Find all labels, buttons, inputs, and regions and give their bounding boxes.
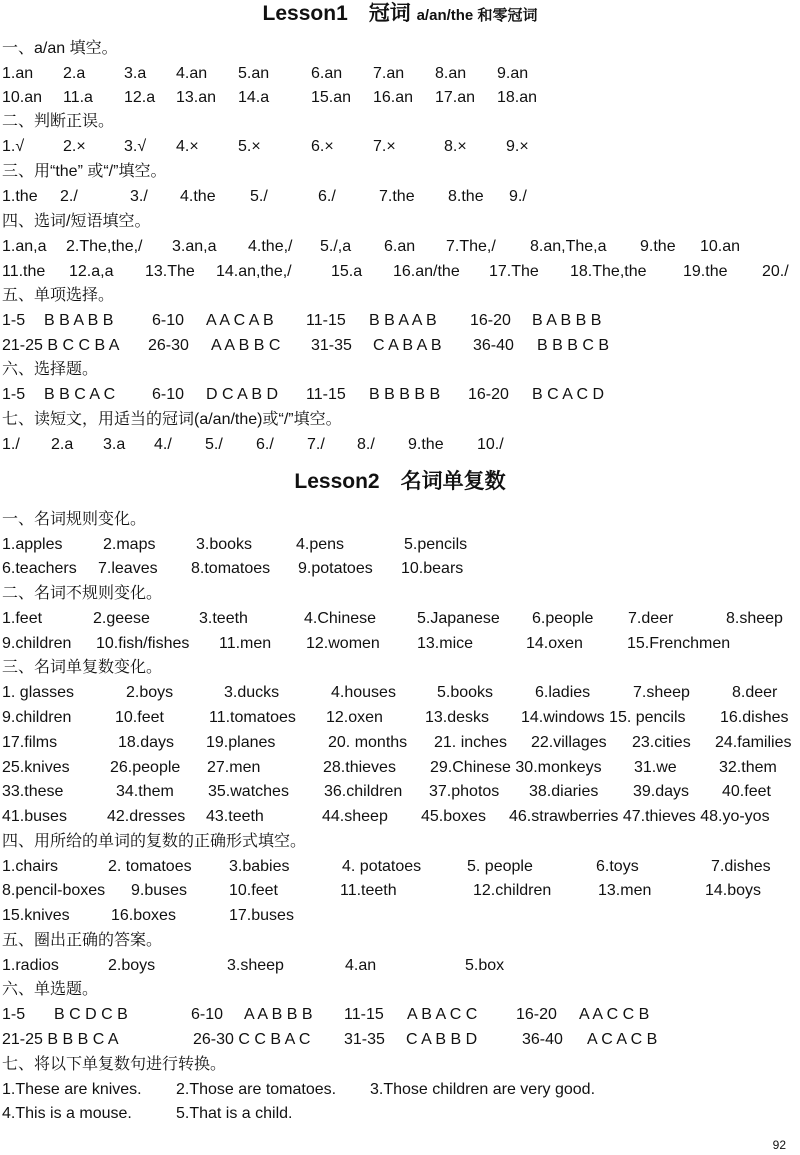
answer: 4./ bbox=[154, 436, 172, 453]
answer: 6-10 bbox=[152, 386, 185, 403]
answer: B B C A C bbox=[44, 386, 116, 403]
answer-row bbox=[0, 954, 800, 978]
answer-row bbox=[0, 135, 800, 159]
answer: 40.feet bbox=[722, 783, 771, 800]
answer-row bbox=[0, 62, 800, 86]
answer: 7./ bbox=[307, 436, 325, 453]
answer: 1.chairs bbox=[2, 858, 59, 875]
answer: 10.bears bbox=[401, 560, 464, 577]
answer: 13.mice bbox=[417, 635, 474, 652]
answer: 9.potatoes bbox=[298, 560, 373, 577]
answer: 6.teachers bbox=[2, 560, 77, 577]
answer: 16-20 bbox=[468, 386, 509, 403]
answer: 5. people bbox=[467, 858, 533, 875]
answer: B B A B B bbox=[44, 312, 114, 329]
answer-row bbox=[0, 904, 800, 928]
answer: 31-35 bbox=[344, 1031, 385, 1048]
answer: 2.maps bbox=[103, 536, 156, 553]
answer: A A C C B bbox=[579, 1006, 650, 1023]
answer: 5.box bbox=[465, 957, 505, 974]
answer: 5.pencils bbox=[404, 536, 468, 553]
answer: 7.deer bbox=[628, 610, 674, 627]
answer: 24.families bbox=[715, 734, 792, 751]
answer: C A B A B bbox=[373, 337, 442, 354]
answer: 3./ bbox=[130, 188, 148, 205]
answer: 16-20 bbox=[516, 1006, 557, 1023]
answer: 13.men bbox=[598, 882, 652, 899]
answer: 14.oxen bbox=[526, 635, 583, 652]
answer: 4.Chinese bbox=[304, 610, 377, 627]
answer-row bbox=[0, 879, 800, 903]
answer: 5./ bbox=[205, 436, 223, 453]
answer: A B A C C bbox=[407, 1006, 478, 1023]
answer: 9.buses bbox=[131, 882, 188, 899]
answer-row bbox=[0, 1078, 800, 1102]
answer: 7.sheep bbox=[633, 684, 690, 701]
answer: A C A C B bbox=[587, 1031, 658, 1048]
answer: 31.we bbox=[634, 759, 677, 776]
answer-row bbox=[0, 334, 800, 358]
answer: 17.buses bbox=[229, 907, 294, 924]
answer: 18.days bbox=[118, 734, 175, 751]
answer: 10.feet bbox=[229, 882, 278, 899]
answer: 44.sheep bbox=[322, 808, 388, 825]
answer: A A B B C bbox=[211, 337, 281, 354]
answer: 5.an bbox=[238, 65, 270, 82]
answer: 3.Those children are very good. bbox=[370, 1081, 596, 1098]
answer: 1-5 bbox=[2, 386, 26, 403]
answer: 6-10 bbox=[191, 1006, 224, 1023]
lesson2-title-text: Lesson2 名词单复数 bbox=[294, 470, 506, 493]
answer: 13.an bbox=[176, 89, 217, 106]
answer: 21-25 B B B C A bbox=[2, 1031, 119, 1048]
answer: 13.The bbox=[145, 263, 195, 280]
answer: 17.The bbox=[489, 263, 539, 280]
answer: 7.dishes bbox=[711, 858, 771, 875]
answer: 9.children bbox=[2, 635, 72, 652]
answer: 11-15 bbox=[306, 312, 346, 329]
answer: 17.an bbox=[435, 89, 476, 106]
answer: 8.an bbox=[435, 65, 467, 82]
l2-s4-heading: 四、用所给的单词的复数的正确形式填空。 bbox=[2, 833, 307, 850]
answer: 8.the bbox=[448, 188, 484, 205]
answer-row bbox=[0, 706, 800, 730]
answer: 31-35 bbox=[311, 337, 352, 354]
answer: 29.Chinese 30.monkeys bbox=[430, 759, 602, 776]
answer: 36.children bbox=[324, 783, 403, 800]
answer: 4.an bbox=[176, 65, 208, 82]
answer: 6.an bbox=[311, 65, 343, 82]
answer: 11.the bbox=[2, 263, 46, 280]
answer: 5./,a bbox=[320, 238, 352, 255]
answer: 16.an bbox=[373, 89, 414, 106]
answer: 3.a bbox=[124, 65, 147, 82]
answer: 14.an,the,/ bbox=[216, 263, 292, 280]
answer: 2.× bbox=[63, 138, 86, 155]
answer: 26-30 bbox=[148, 337, 189, 354]
answer-row bbox=[0, 1003, 800, 1027]
answer: 1-5 bbox=[2, 1006, 26, 1023]
answer: 8./ bbox=[357, 436, 375, 453]
answer: 8.pencil-boxes bbox=[2, 882, 106, 899]
answer: 22.villages bbox=[531, 734, 607, 751]
answer: 2.a bbox=[63, 65, 86, 82]
answer: 1-5 bbox=[2, 312, 26, 329]
answer: 25.knives bbox=[2, 759, 70, 776]
answer: 8.deer bbox=[732, 684, 778, 701]
answer: 3.sheep bbox=[227, 957, 284, 974]
answer: 21-25 B C C B A bbox=[2, 337, 120, 354]
answer: 15.a bbox=[331, 263, 363, 280]
answer: 1.an bbox=[2, 65, 34, 82]
l2-s1-heading: 一、名词规则变化。 bbox=[2, 511, 147, 528]
answer: D C A B D bbox=[206, 386, 279, 403]
answer: 17.films bbox=[2, 734, 58, 751]
l1-s1-heading: 一、a/an 填空。 bbox=[2, 40, 118, 57]
answer: 2.geese bbox=[93, 610, 150, 627]
answer: 10.feet bbox=[115, 709, 164, 726]
l1-s3-heading: 三、用“the” 或“/”填空。 bbox=[2, 163, 167, 180]
answer: B B A A B bbox=[369, 312, 437, 329]
answer: 12.children bbox=[473, 882, 552, 899]
answer: 20./ bbox=[762, 263, 789, 280]
answer: 2.boys bbox=[108, 957, 156, 974]
answer: 4.This is a mouse. bbox=[2, 1105, 132, 1122]
answer: 6.an bbox=[384, 238, 416, 255]
answer: 3.an,a bbox=[172, 238, 217, 255]
answer-row bbox=[0, 855, 800, 879]
answer-row bbox=[0, 557, 800, 581]
l2-s5-heading: 五、圈出正确的答案。 bbox=[2, 932, 163, 949]
answer: 8.× bbox=[444, 138, 467, 155]
answer: B C D C B bbox=[54, 1006, 128, 1023]
answer-row bbox=[0, 780, 800, 804]
answer: 10.an bbox=[700, 238, 741, 255]
answer: 34.them bbox=[116, 783, 174, 800]
answer: 11-15 bbox=[344, 1006, 384, 1023]
answer-row bbox=[0, 1102, 800, 1126]
answer: 35.watches bbox=[208, 783, 289, 800]
lesson1-subtitle: a/an/the 和零冠词 bbox=[416, 7, 538, 24]
answer: 2.a bbox=[51, 436, 74, 453]
answer: 12.a bbox=[124, 89, 156, 106]
answer: 8.sheep bbox=[726, 610, 783, 627]
answer-row bbox=[0, 383, 800, 407]
answer: 7.an bbox=[373, 65, 405, 82]
answer: 7.leaves bbox=[98, 560, 158, 577]
l2-s7-heading: 七、将以下单复数句进行转换。 bbox=[2, 1056, 227, 1073]
answer: 11.men bbox=[219, 635, 272, 652]
answer: 10./ bbox=[477, 436, 504, 453]
answer: 19.the bbox=[683, 263, 728, 280]
answer: 18.an bbox=[497, 89, 538, 106]
answer: 15.knives bbox=[2, 907, 70, 924]
answer: 14.boys bbox=[705, 882, 762, 899]
answer: 9./ bbox=[509, 188, 527, 205]
answer: 27.men bbox=[207, 759, 261, 776]
answer-row bbox=[0, 805, 800, 829]
answer-row bbox=[0, 185, 800, 209]
answer: 4.pens bbox=[296, 536, 345, 553]
answer: 12.women bbox=[306, 635, 380, 652]
answer: 9.the bbox=[408, 436, 444, 453]
l2-s3-heading: 三、名词单复数变化。 bbox=[2, 659, 163, 676]
answer: 1.feet bbox=[2, 610, 43, 627]
answer-row bbox=[0, 731, 800, 755]
answer: 16.dishes bbox=[720, 709, 789, 726]
answer: 1./ bbox=[2, 436, 20, 453]
answer: 15.Frenchmen bbox=[627, 635, 731, 652]
answer: 11.teeth bbox=[340, 882, 397, 899]
answer: B A B B B bbox=[532, 312, 602, 329]
answer: 10.fish/fishes bbox=[96, 635, 190, 652]
answer: 2. tomatoes bbox=[108, 858, 192, 875]
answer: 26-30 C C B A C bbox=[193, 1031, 311, 1048]
answer: B C A C D bbox=[532, 386, 605, 403]
answer: 19.planes bbox=[206, 734, 276, 751]
answer: 1.These are knives. bbox=[2, 1081, 142, 1098]
answer: 39.days bbox=[633, 783, 690, 800]
answer: B B B C B bbox=[537, 337, 610, 354]
answer: 26.people bbox=[110, 759, 181, 776]
answer: 2.The,the,/ bbox=[66, 238, 143, 255]
answer: 33.these bbox=[2, 783, 64, 800]
answer: 11.tomatoes bbox=[209, 709, 296, 726]
answer: 14.windows 15. pencils bbox=[521, 709, 686, 726]
answer: 6.ladies bbox=[535, 684, 591, 701]
answer: 5.Japanese bbox=[417, 610, 500, 627]
answer: 12.a,a bbox=[69, 263, 114, 280]
answer: 3.babies bbox=[229, 858, 290, 875]
answer: 10.an bbox=[2, 89, 43, 106]
answer-row bbox=[0, 681, 800, 705]
l2-s6-heading: 六、单选题。 bbox=[2, 981, 99, 998]
answer: 28.thieves bbox=[323, 759, 396, 776]
answer: 18.The,the bbox=[570, 263, 647, 280]
answer: 3.a bbox=[103, 436, 126, 453]
answer: 43.teeth bbox=[206, 808, 264, 825]
answer: 21. inches bbox=[434, 734, 507, 751]
answer: 3.ducks bbox=[224, 684, 280, 701]
answer-row bbox=[0, 433, 800, 457]
answer: 6./ bbox=[256, 436, 274, 453]
answer: 6.toys bbox=[596, 858, 639, 875]
l2-s2-heading: 二、名词不规则变化。 bbox=[2, 585, 163, 602]
answer: A A C A B bbox=[206, 312, 274, 329]
answer: 13.desks bbox=[425, 709, 490, 726]
answer: 11-15 bbox=[306, 386, 346, 403]
page-number: 92 bbox=[772, 1138, 786, 1152]
answer: 7.× bbox=[373, 138, 396, 155]
answer: 3.books bbox=[196, 536, 253, 553]
answer: 16-20 bbox=[470, 312, 511, 329]
lesson1-title bbox=[0, 2, 800, 28]
answer: 2.Those are tomatoes. bbox=[176, 1081, 337, 1098]
answer: 7.the bbox=[379, 188, 415, 205]
answer: 36-40 bbox=[473, 337, 514, 354]
answer: 23.cities bbox=[632, 734, 691, 751]
answer: 32.them bbox=[719, 759, 777, 776]
answer: 38.diaries bbox=[529, 783, 599, 800]
answer: 6-10 bbox=[152, 312, 185, 329]
answer-row bbox=[0, 1028, 800, 1052]
answer: 5.books bbox=[437, 684, 494, 701]
answer: 8.an,The,a bbox=[530, 238, 607, 255]
answer: A A B B B bbox=[244, 1006, 313, 1023]
l1-s6-heading: 六、选择题。 bbox=[2, 361, 99, 378]
answer-row bbox=[0, 632, 800, 656]
answer: 4.the bbox=[180, 188, 216, 205]
answer: 4. potatoes bbox=[342, 858, 422, 875]
answer: 6.× bbox=[311, 138, 334, 155]
l1-s4-heading: 四、选词/短语填空。 bbox=[2, 213, 151, 230]
lesson2-title bbox=[0, 470, 800, 494]
answer: 36-40 bbox=[522, 1031, 563, 1048]
answer: 1. glasses bbox=[2, 684, 75, 701]
answer: 3.teeth bbox=[199, 610, 248, 627]
answer: C A B B D bbox=[406, 1031, 478, 1048]
answer: B B B B B bbox=[369, 386, 441, 403]
answer: 9.children bbox=[2, 709, 72, 726]
answer: 20. months bbox=[328, 734, 408, 751]
answer-row bbox=[0, 260, 800, 284]
l1-s5-heading: 五、单项选择。 bbox=[2, 287, 115, 304]
lesson1-title-text: Lesson1 冠词 bbox=[262, 2, 411, 25]
answer-row bbox=[0, 86, 800, 110]
answer: 1.the bbox=[2, 188, 38, 205]
answer: 6.people bbox=[532, 610, 594, 627]
answer: 5./ bbox=[250, 188, 268, 205]
answer-row bbox=[0, 533, 800, 557]
answer: 41.buses bbox=[2, 808, 67, 825]
answer: 5.× bbox=[238, 138, 261, 155]
answer: 6./ bbox=[318, 188, 336, 205]
answer: 11.a bbox=[63, 89, 93, 106]
l1-s7-heading: 七、读短文，用适当的冠词(a/an/the)或“/”填空。 bbox=[2, 411, 342, 428]
answer: 5.That is a child. bbox=[176, 1105, 293, 1122]
answer: 8.tomatoes bbox=[191, 560, 271, 577]
answer: 1.apples bbox=[2, 536, 63, 553]
answer: 9.× bbox=[506, 138, 529, 155]
answer: 1.an,a bbox=[2, 238, 47, 255]
answer: 2./ bbox=[60, 188, 78, 205]
answer: 4.houses bbox=[331, 684, 396, 701]
answer: 4.the,/ bbox=[248, 238, 293, 255]
l1-s2-heading: 二、判断正误。 bbox=[2, 113, 115, 130]
answer-row bbox=[0, 756, 800, 780]
answer: 42.dresses bbox=[107, 808, 186, 825]
answer: 3.√ bbox=[124, 138, 147, 155]
answer-row bbox=[0, 607, 800, 631]
answer: 16.an/the bbox=[393, 263, 460, 280]
answer-row bbox=[0, 235, 800, 259]
answer: 37.photos bbox=[429, 783, 500, 800]
answer: 12.oxen bbox=[326, 709, 383, 726]
answer: 7.The,/ bbox=[446, 238, 496, 255]
answer: 1.√ bbox=[2, 138, 25, 155]
answer: 9.the bbox=[640, 238, 676, 255]
answer: 46.strawberries 47.thieves 48.yo-yos bbox=[509, 808, 770, 825]
answer: 14.a bbox=[238, 89, 270, 106]
answer: 16.boxes bbox=[111, 907, 176, 924]
answer-row bbox=[0, 309, 800, 333]
answer: 9.an bbox=[497, 65, 529, 82]
answer: 1.radios bbox=[2, 957, 59, 974]
answer: 45.boxes bbox=[421, 808, 486, 825]
answer: 4.an bbox=[345, 957, 377, 974]
answer: 4.× bbox=[176, 138, 199, 155]
answer: 15.an bbox=[311, 89, 352, 106]
answer: 2.boys bbox=[126, 684, 174, 701]
